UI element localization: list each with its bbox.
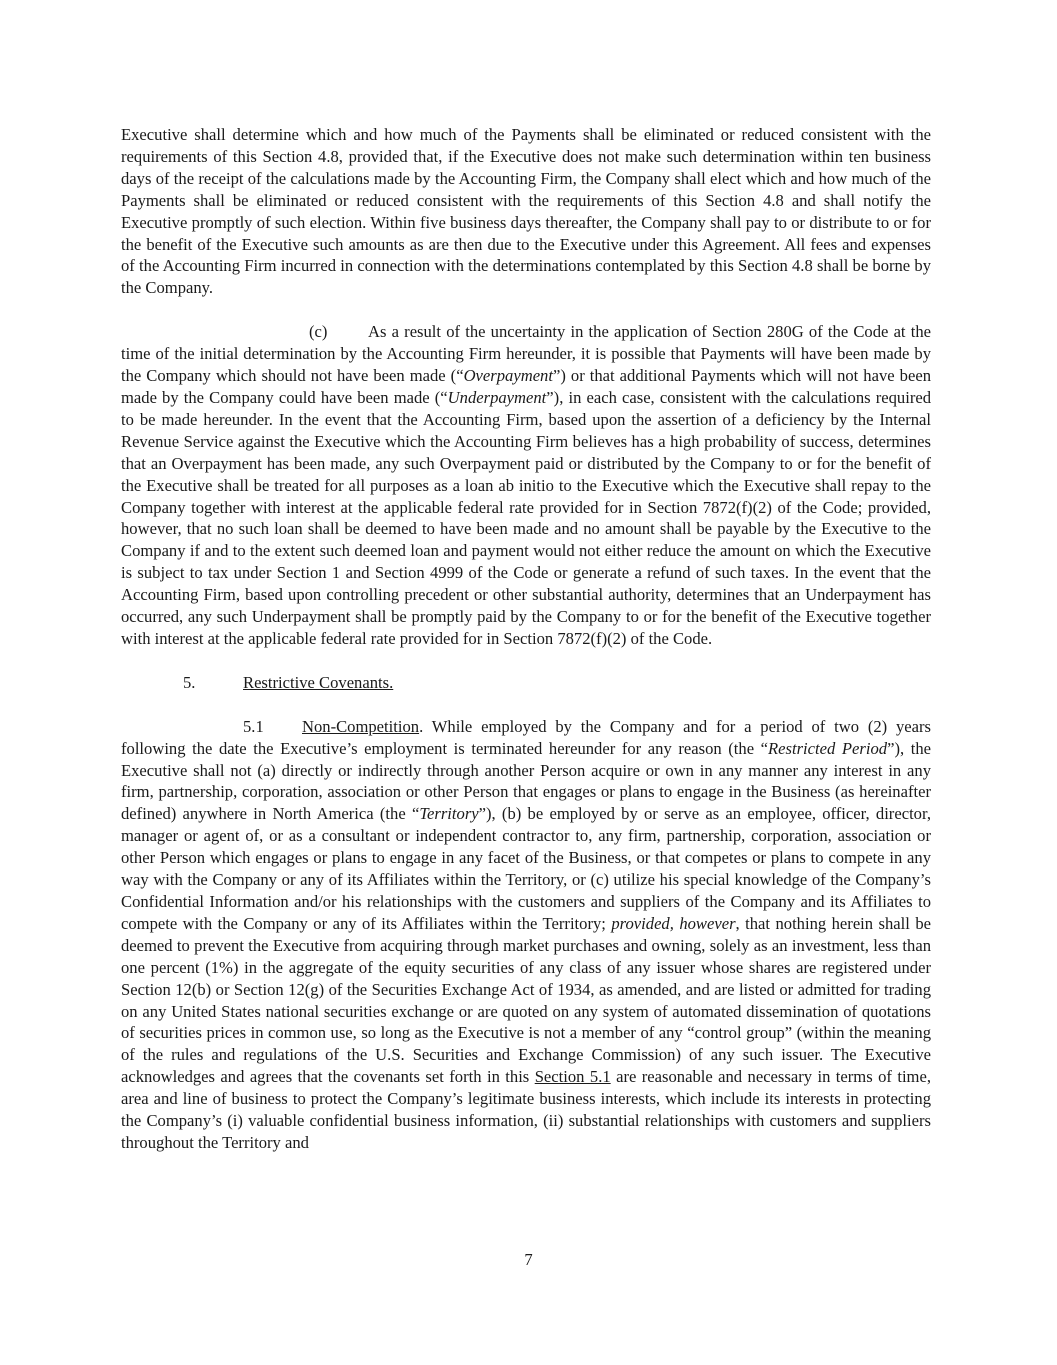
section-5-1-number: 5.1	[243, 716, 264, 736]
section-5-1-reference: Section 5.1	[534, 1067, 611, 1087]
spacer	[121, 694, 931, 716]
spacer	[121, 299, 931, 321]
document-page	[121, 124, 931, 1154]
section-5-1-text-1: . While employed by the Company and for a period of two (2) years following the date the Executive’s employment is terminated hereunder for any reason (the “	[121, 716, 931, 758]
section-5-1-text-2: ”), the Executive shall not (a) directly or indirectly through another Person acquire or own in any manner any interest in any firm, partnership, corporation, association or other Person that engages or plans to engage in the Business (as hereinafter defined) anywhere in North America (the “	[121, 738, 931, 824]
paragraph-c-label: (c)	[309, 322, 328, 342]
section-5-1-text-3: ”), (b) be employed by or serve as an employee, officer, director, manager or agent of, or as a consultant or independent contractor to, any firm, partnership, corporation, association or other Person which engages or plans to engage in any facet of the Business, or that competes or plans to compete in any way with the Company or any of its Affiliates within the Territory, or (c) utilize his special knowledge of the Company’s Confidential Information and/or his relationships with the customers and suppliers of the Company and its Affiliates to compete with the Company or any of its Affiliates within the Territory;	[121, 804, 931, 933]
term-provided-however: provided, however	[611, 913, 736, 933]
section-5-1-text-4: , that nothing herein shall be deemed to prevent the Executive from acquiring through market purchases and owning, solely as an investment, less than one percent (1%) in the aggregate of the equity securities of any class of any issuer whose shares are registered under Section 12(b) or Section 12(g) of the Securities Exchange Act of 1934, as amended, and are listed or admitted for trading on any United States national securities exchange or are quoted on any system of automated dissemination of quotations of securities prices in common use, so long as the Executive is not a member of any “control group” (within the meaning of the rules and regulations of the U.S. Securities and Exchange Commission) of any such issuer. The Executive acknowledges and agrees that the covenants set forth in this	[121, 913, 931, 1087]
paragraph-c-text-1: As a result of the uncertainty in the application of Section 280G of the Code at the time of the initial determination by the Accounting Firm hereunder, it is possible that Payments will have been made by the Company which should not have been made (“	[121, 322, 931, 386]
term-territory: Territory	[419, 804, 479, 824]
section-5-title: Restrictive Covenants.	[243, 672, 394, 692]
section-5-heading	[121, 672, 931, 694]
paragraph-4-8-c	[121, 321, 931, 650]
page-number: 7	[524, 1250, 533, 1269]
paragraph-c-text-2: ”) or that additional Payments which will not have been made by the Company could have been made (“	[121, 366, 931, 407]
section-5-1-paragraph	[121, 716, 931, 1154]
term-underpayment: Underpayment	[447, 387, 547, 407]
section-5-1-text-5: are reasonable and necessary in terms of time, area and line of business to protect the Company’s legitimate business interests, which include its interests in protecting the Company’s (i) valuable confidential business information, (ii) substantial relationships with customers and suppliers throughout the Territory and	[121, 1067, 931, 1152]
term-restricted-period: Restricted Period	[768, 738, 888, 758]
section-5-1-title: Non-Competition	[302, 716, 420, 736]
term-overpayment: Overpayment	[463, 366, 553, 386]
spacer	[121, 650, 931, 672]
section-5-number: 5.	[183, 672, 196, 692]
paragraph-4-8-b-continued: Executive shall determine which and how much of the Payments shall be eliminated or reduced consistent with the requirements of this Section 4.8, provided that, if the Executive does not make such determination within ten business days of the receipt of the calculations made by the Accounting Firm, the Company shall elect which and how much of the Payments shall be eliminated or reduced consistent with the requirements of this Section 4.8 and shall notify the Executive promptly of such election. Within five business days thereafter, the Company shall pay to or distribute to or for the benefit of the Executive such amounts as are then due to the Executive under this Agreement. All fees and expenses of the Accounting Firm incurred in connection with the determinations contemplated by this Section 4.8 shall be borne by the Company.	[121, 125, 931, 298]
paragraph-c-text-3: ”), in each case, consistent with the calculations required to be made hereunder. In the event that the Accounting Firm, based upon the assertion of a deficiency by the Internal Revenue Service against the Executive which the Accounting Firm believes has a high probability of success, determines that an Overpayment has been made, any such Overpayment paid or distributed by the Company to or for the benefit of the Executive shall be treated for all purposes as a loan ab initio to the Executive which the Executive shall repay to the Company together with interest at the applicable federal rate provided for in Section 7872(f)(2) of the Code; provided, however, that no such loan shall be deemed to have been made and no amount shall be payable by the Executive to the Company if and to the extent such deemed loan and payment would not either reduce the amount on which the Executive is subject to tax under Section 1 and Section 4999 of the Code or generate a refund of such taxes. In the event that the Accounting Firm, based upon controlling precedent or other substantial authority, determines that an Underpayment has occurred, any such Underpayment shall be promptly paid by the Company to or for the benefit of the Executive together with interest at the applicable federal rate provided for in Section 7872(f)(2) of the Code.	[121, 387, 932, 648]
